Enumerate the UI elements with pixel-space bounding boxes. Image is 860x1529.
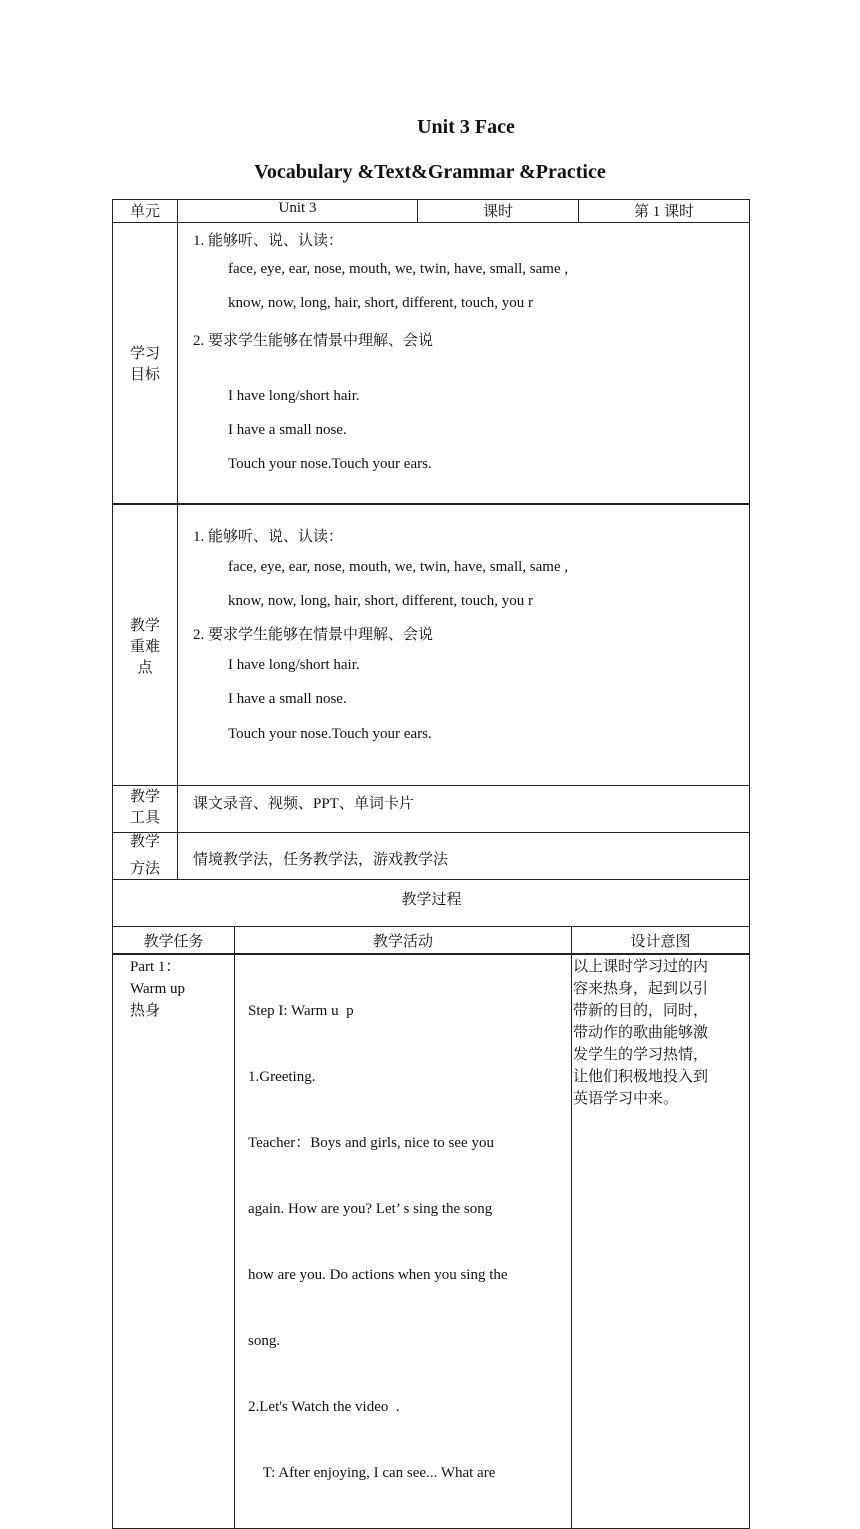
keypoints-table bbox=[112, 504, 750, 786]
part1-activity-line: T: After enjoying, I can see... What are bbox=[248, 1465, 496, 1481]
methods-label-line: 教学 bbox=[129, 834, 160, 850]
part1-intent-line: 英语学习中来。 bbox=[573, 1091, 679, 1107]
part1-activity-line: 2.Let's Watch the video . bbox=[248, 1399, 400, 1415]
column-intent: 设计意图 bbox=[572, 927, 750, 955]
tools-table bbox=[112, 785, 750, 833]
process-header-table bbox=[112, 879, 750, 927]
document-subtitle: Vocabulary &Text&Grammar &Practice bbox=[254, 161, 606, 183]
unit-label: 单元 bbox=[113, 200, 178, 223]
goals-line: know, now, long, hair, short, different, touch, you r bbox=[228, 295, 534, 311]
part1-task-line: Part 1： bbox=[130, 959, 181, 975]
goals-label bbox=[113, 223, 178, 504]
goals-line: 1. 能够听、说、认读： bbox=[193, 233, 344, 249]
keypoints-label-line: 重难 bbox=[129, 638, 160, 655]
tools-label-line: 教学 bbox=[129, 789, 160, 805]
part1-intent-line: 容来热身，起到以引 bbox=[573, 981, 709, 997]
goals-label-line: 目标 bbox=[129, 367, 160, 383]
part1-intent bbox=[572, 954, 750, 1529]
keypoints-line: know, now, long, hair, short, different, touch, you r bbox=[228, 593, 534, 609]
part1-task-line: Warm up bbox=[130, 981, 186, 997]
goals-table bbox=[112, 222, 750, 504]
header-table bbox=[112, 199, 750, 223]
process-header-text: 教学过程 bbox=[401, 892, 462, 908]
keypoints-line: 2. 要求学生能够在情景中理解、会说 bbox=[193, 627, 434, 643]
goals-label-line: 学习 bbox=[129, 346, 160, 362]
part1-activity-line: 1.Greeting. bbox=[248, 1069, 316, 1085]
unit-value: Unit 3 bbox=[178, 200, 418, 223]
keypoints-line: 1. 能够听、说、认读： bbox=[193, 529, 344, 545]
methods-content bbox=[178, 833, 750, 880]
part1-activity bbox=[235, 954, 572, 1529]
tools-label-line: 工具 bbox=[129, 810, 160, 826]
goals-line: I have long/short hair. bbox=[228, 388, 360, 404]
part1-activity-line: Step I: Warm u p bbox=[248, 1003, 354, 1019]
tools-content bbox=[178, 786, 750, 833]
keypoints-label-line: 教学 bbox=[129, 617, 160, 634]
part1-intent-line: 发学生的学习热情， bbox=[573, 1047, 709, 1063]
goals-line: I have a small nose. bbox=[228, 422, 347, 438]
part1-intent-line: 带新的目的，同时， bbox=[573, 1003, 709, 1019]
process-columns-table bbox=[112, 926, 750, 955]
keypoints-label-line: 点 bbox=[137, 659, 153, 676]
document-title: Unit 3 Face bbox=[417, 116, 515, 138]
part1-activity-line: song. bbox=[248, 1333, 281, 1349]
goals-content bbox=[178, 223, 750, 504]
methods-label bbox=[113, 833, 178, 880]
keypoints-line: face, eye, ear, nose, mouth, we, twin, have, small, same , bbox=[228, 559, 569, 575]
goals-line: 2. 要求学生能够在情景中理解、会说 bbox=[193, 333, 434, 349]
process-header bbox=[113, 880, 750, 927]
part1-intent-line: 以上课时学习过的内 bbox=[573, 959, 709, 975]
period-label: 课时 bbox=[418, 200, 579, 223]
keypoints-line: Touch your nose.Touch your ears. bbox=[228, 726, 432, 742]
part1-activity-line: Teacher：Boys and girls, nice to see you bbox=[248, 1135, 494, 1151]
keypoints-content bbox=[178, 505, 750, 786]
methods-table bbox=[112, 832, 750, 880]
part1-task bbox=[113, 954, 235, 1529]
tools-value: 课文录音、视频、PPT、单词卡片 bbox=[193, 796, 414, 812]
period-value: 第 1 课时 bbox=[579, 200, 750, 223]
methods-label-line: 方法 bbox=[129, 861, 160, 877]
keypoints-line: I have long/short hair. bbox=[228, 657, 360, 673]
column-activity: 教学活动 bbox=[235, 927, 572, 955]
goals-line: Touch your nose.Touch your ears. bbox=[228, 456, 432, 472]
part1-intent-line: 带动作的歌曲能够激 bbox=[573, 1025, 709, 1041]
part1-activity-line: again. How are you? Let’ s sing the song bbox=[248, 1201, 493, 1217]
part1-task-line: 热身 bbox=[130, 1003, 161, 1019]
keypoints-line: I have a small nose. bbox=[228, 691, 347, 707]
part1-activity-line: how are you. Do actions when you sing the bbox=[248, 1267, 508, 1283]
column-task: 教学任务 bbox=[113, 927, 235, 955]
tools-label bbox=[113, 786, 178, 833]
keypoints-label bbox=[113, 505, 178, 786]
process-row-table bbox=[112, 953, 750, 1529]
methods-value: 情境教学法，任务教学法，游戏教学法 bbox=[193, 852, 449, 868]
goals-line: face, eye, ear, nose, mouth, we, twin, have, small, same , bbox=[228, 261, 569, 277]
part1-intent-line: 让他们积极地投入到 bbox=[573, 1069, 709, 1085]
